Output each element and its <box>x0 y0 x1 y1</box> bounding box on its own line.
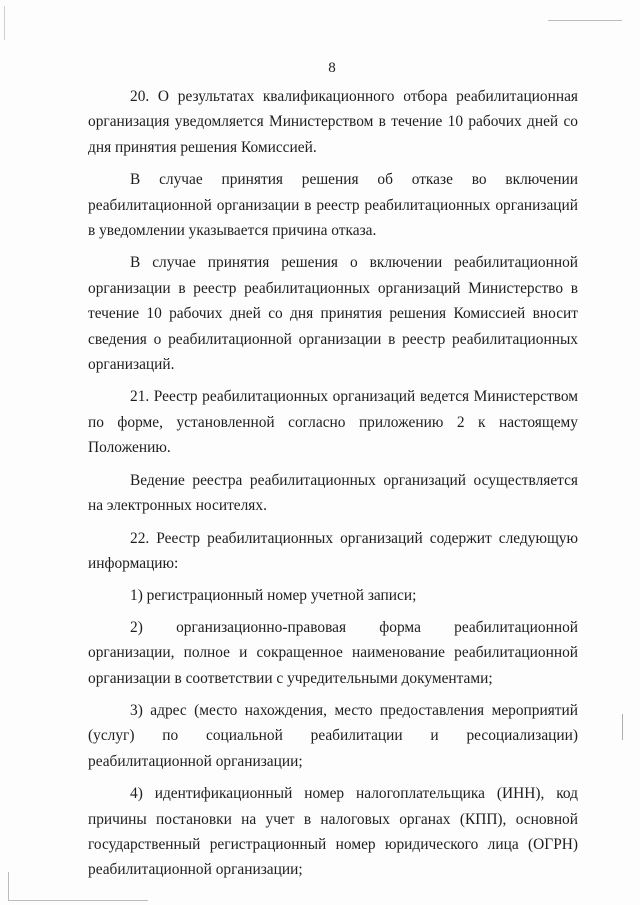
scan-edge-mark-bottom-left-vertical <box>8 872 9 900</box>
scan-edge-mark-right <box>622 714 623 740</box>
paragraph-22: 22. Реестр реабилитационных организаций содержит следующую информацию: <box>88 529 578 572</box>
scan-edge-mark-top-right <box>548 20 622 21</box>
paragraph-refusal: В случае принятия решения об отказе во включении реабилитационной организации в реестр реабилитационных организаций в уведомлении указывается причина отказа. <box>88 171 578 240</box>
list-item-4: 4) идентификационный номер налогоплательщика (ИНН), код причины постановки на учет в налоговых органах (КПП), основной государственный регистрационный номер юридического лица (ОГРН) реабилитационной организации; <box>88 785 578 879</box>
scan-edge-mark-top-left <box>4 6 5 40</box>
scan-edge-mark-bottom-left <box>8 900 148 901</box>
paragraph-inclusion: В случае принятия решения о включении реабилитационной организации в реестр реабилитационных организаций Министерство в течение 10 рабочих дней со дня принятия решения Комиссией вносит сведения о реабилитационной организации в реестр реабилитационных организаций. <box>88 254 578 374</box>
list-item-1: 1) регистрационный номер учетной записи; <box>130 587 417 605</box>
document-body <box>88 84 578 890</box>
list-item-2: 2) организационно-правовая форма реабилитационной организации, полное и сокращенное наименование реабилитационной организации в соответствии с учредительными документами; <box>88 618 578 687</box>
page-number: 8 <box>328 60 336 76</box>
paragraph-20: 20. О результатах квалификационного отбора реабилитационная организация уведомляется Министерством в течение 10 рабочих дней со дня принятия решения Комиссией. <box>88 88 578 156</box>
paragraph-21: 21. Реестр реабилитационных организаций ведется Министерством по форме, установленной согласно приложению 2 к настоящему Положению. <box>88 388 578 457</box>
paragraph-electronic: Ведение реестра реабилитационных организаций осуществляется на электронных носителях. <box>88 471 578 515</box>
list-item-3: 3) адрес (место нахождения, место предоставления мероприятий (услуг) по социальной реабилитации и ресоциализации) реабилитационной организации; <box>88 701 578 770</box>
